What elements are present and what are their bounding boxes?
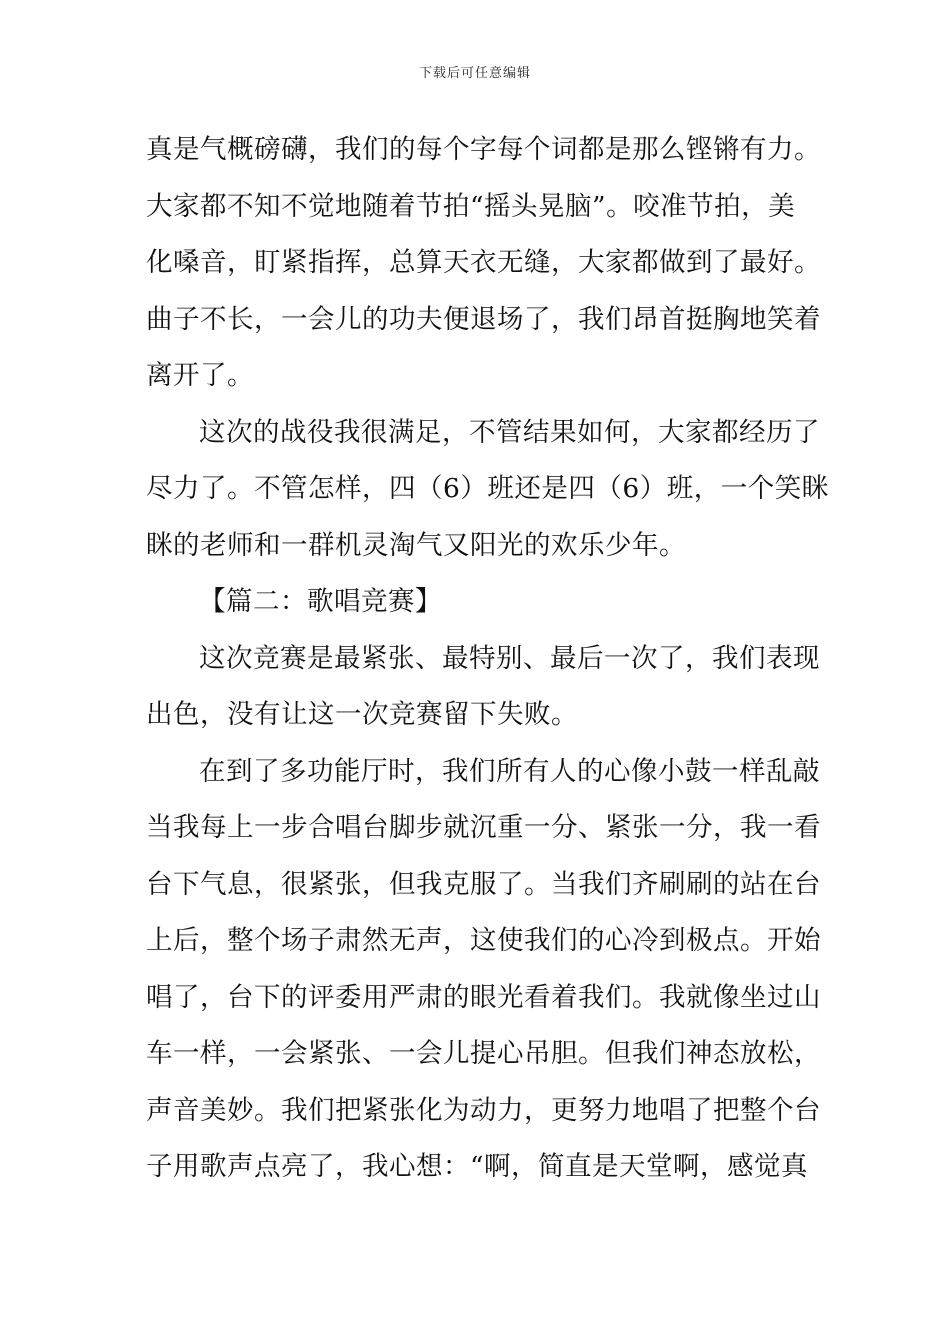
- text-line: 化嗓音，盯紧指挥，总算天衣无缝，大家都做到了最好。: [146, 247, 821, 278]
- text-line: 子用歌声点亮了，我心想：“啊，简直是天堂啊，感觉真: [146, 1151, 809, 1182]
- text-line: 唱了，台下的评委用严肃的眼光看着我们。我就像坐过山: [146, 981, 821, 1013]
- text-line: 曲子不长，一会儿的功夫便退场了，我们昂首挺胸地笑着: [146, 303, 821, 335]
- text-line: 真是气概磅礴，我们的每个字每个词都是那么铿锵有力。: [146, 134, 821, 165]
- page-header: 下载后可任意编辑: [418, 66, 531, 81]
- text-line: 台下气息，很紧张，但我克服了。当我们齐刷刷的站在台: [146, 868, 821, 900]
- text-line: 出色，没有让这一次竞赛留下失败。: [146, 699, 578, 730]
- text-line: 当我每上一步合唱台脚步就沉重一分、紧张一分，我一看: [146, 812, 821, 843]
- paragraph-start-line: 在到了多功能厅时，我们所有人的心像小鼓一样乱敲: [199, 755, 820, 787]
- paragraph-start-line: 这次竞赛是最紧张、最特别、最后一次了，我们表现: [199, 642, 820, 674]
- text-line: 车一样，一会紧张、一会儿提心吊胆。但我们神态放松，: [146, 1038, 821, 1069]
- paragraph-start-line: 这次的战役我很满足，不管结果如何，大家都经历了: [199, 416, 820, 448]
- text-line: 眯的老师和一群机灵淘气又阳光的欢乐少年。: [146, 529, 686, 561]
- text-line: 离开了。: [146, 360, 254, 391]
- text-line: 大家都不知不觉地随着节拍“摇头晃脑”。咬准节拍，美: [146, 190, 796, 222]
- document-body: [146, 130, 829, 1204]
- section-heading: 【篇二：歌唱竞赛】: [199, 586, 442, 617]
- text-line: 声音美妙。我们把紧张化为动力，更努力地唱了把整个台: [146, 1094, 821, 1126]
- text-line: 尽力了。不管怎样，四（6）班还是四（6）班，一个笑眯: [146, 473, 829, 504]
- text-line: 上后，整个场子肃然无声，这使我们的心冷到极点。开始: [146, 925, 821, 956]
